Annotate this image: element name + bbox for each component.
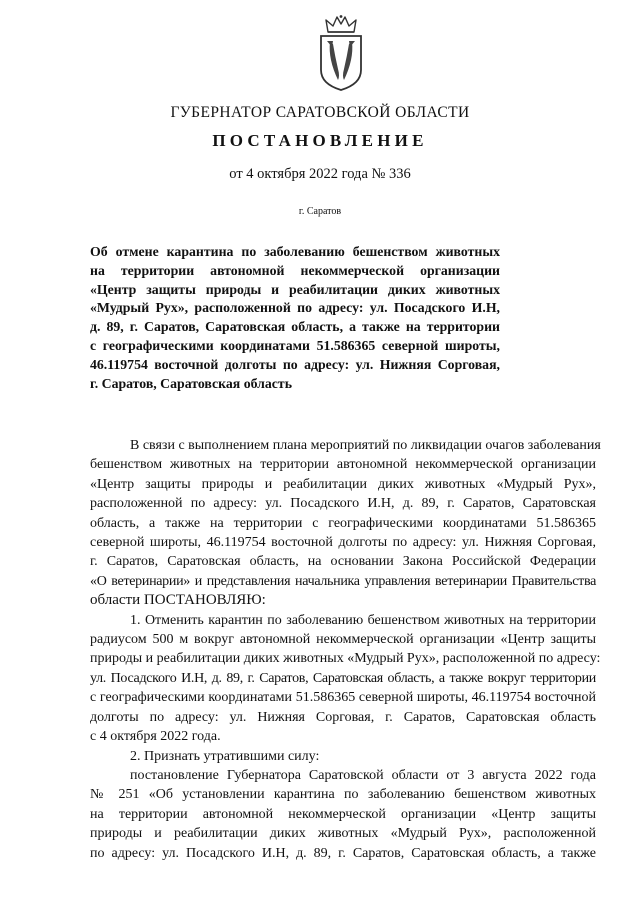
body-line: долготы по адресу: ул. Нижняя Сорговая, г. Саратов, Саратовская область xyxy=(90,709,596,725)
body-line: ул. Посадского И.Н, д. 89, г. Саратов, Саратовская область, а также вокруг территории xyxy=(90,670,596,686)
title-line: «Мудрый Рух», расположенной по адресу: ул. Посадского И.Н, xyxy=(90,300,500,316)
document-type-heading: ПОСТАНОВЛЕНИЕ xyxy=(212,131,428,150)
body-line: 2. Признать утратившими силу: xyxy=(130,748,320,764)
body-line: с географическими координатами 51.586365 северной широты, 46.119754 восточной xyxy=(90,690,596,706)
body-line: северной широты, 46.119754 восточной долготы по адресу: ул. Нижняя Сорговая, xyxy=(90,535,596,551)
body-line: «Центр защиты природы и реабилитации диких животных «Мудрый Рух», xyxy=(90,476,596,492)
title-line: «Центр защиты природы и реабилитации диких животных xyxy=(90,281,500,297)
body-line: область, а также на территории с географическими координатами 51.586365 xyxy=(90,515,596,531)
body-line: радиусом 500 м вокруг автономной некоммерческой организации «Центр защиты xyxy=(90,632,596,648)
body-line: «О ветеринарии» и представления начальника управления ветеринарии Правительства xyxy=(90,573,596,589)
governor-heading: ГУБЕРНАТОР САРАТОВСКОЙ ОБЛАСТИ xyxy=(170,104,470,121)
body-line: по адресу: ул. Посадского И.Н, д. 89, г. Саратов, Саратовская область, а также xyxy=(90,845,596,861)
body-line: г. Саратов, Саратовская область, на основании Закона Российской Федерации xyxy=(90,554,596,570)
body-line: природы и реабилитации диких животных «Мудрый Рух», расположенной xyxy=(90,826,596,842)
body-line: расположенной по адресу: ул. Посадского И.Н, д. 89, г. Саратов, Саратовская xyxy=(90,496,596,512)
body-line: природы и реабилитации диких животных «Мудрый Рух», расположенной по адресу: xyxy=(90,651,601,667)
body-line: на территории автономной некоммерческой организации «Центр защиты xyxy=(90,806,596,822)
body-line: постановление Губернатора Саратовской области от 3 августа 2022 года xyxy=(130,767,596,783)
title-line: д. 89, г. Саратов, Саратовская область, а также на территории xyxy=(90,319,500,335)
title-line: с географическими координатами 51.586365 северной широты, xyxy=(90,337,500,353)
document-title xyxy=(90,243,500,393)
title-line: г. Саратов, Саратовская область xyxy=(90,375,292,391)
date-and-number: от 4 октября 2022 года № 336 xyxy=(229,166,411,182)
body-line: № 251 «Об установлении карантина по заболеванию бешенством животных xyxy=(90,787,596,803)
body-line: бешенством животных на территории автономной некоммерческой организации xyxy=(90,457,596,473)
city-label: г. Саратов xyxy=(298,206,342,217)
title-line: 46.119754 восточной долготы по адресу: ул. Нижняя Сорговая, xyxy=(90,356,500,372)
body-line: В связи с выполнением плана мероприятий по ликвидации очагов заболевания xyxy=(130,438,601,453)
document-body xyxy=(90,436,601,863)
body-line: с 4 октября 2022 года. xyxy=(90,729,221,745)
title-line: Об отмене карантина по заболеванию бешенством животных xyxy=(90,244,500,259)
body-line: 1. Отменить карантин по заболеванию бешенством животных на территории xyxy=(130,612,596,628)
saratov-coat-of-arms-emblem xyxy=(316,14,366,92)
body-line: области ПОСТАНОВЛЯЮ: xyxy=(90,592,266,609)
title-line: на территории автономной некоммерческой организации xyxy=(90,262,500,278)
